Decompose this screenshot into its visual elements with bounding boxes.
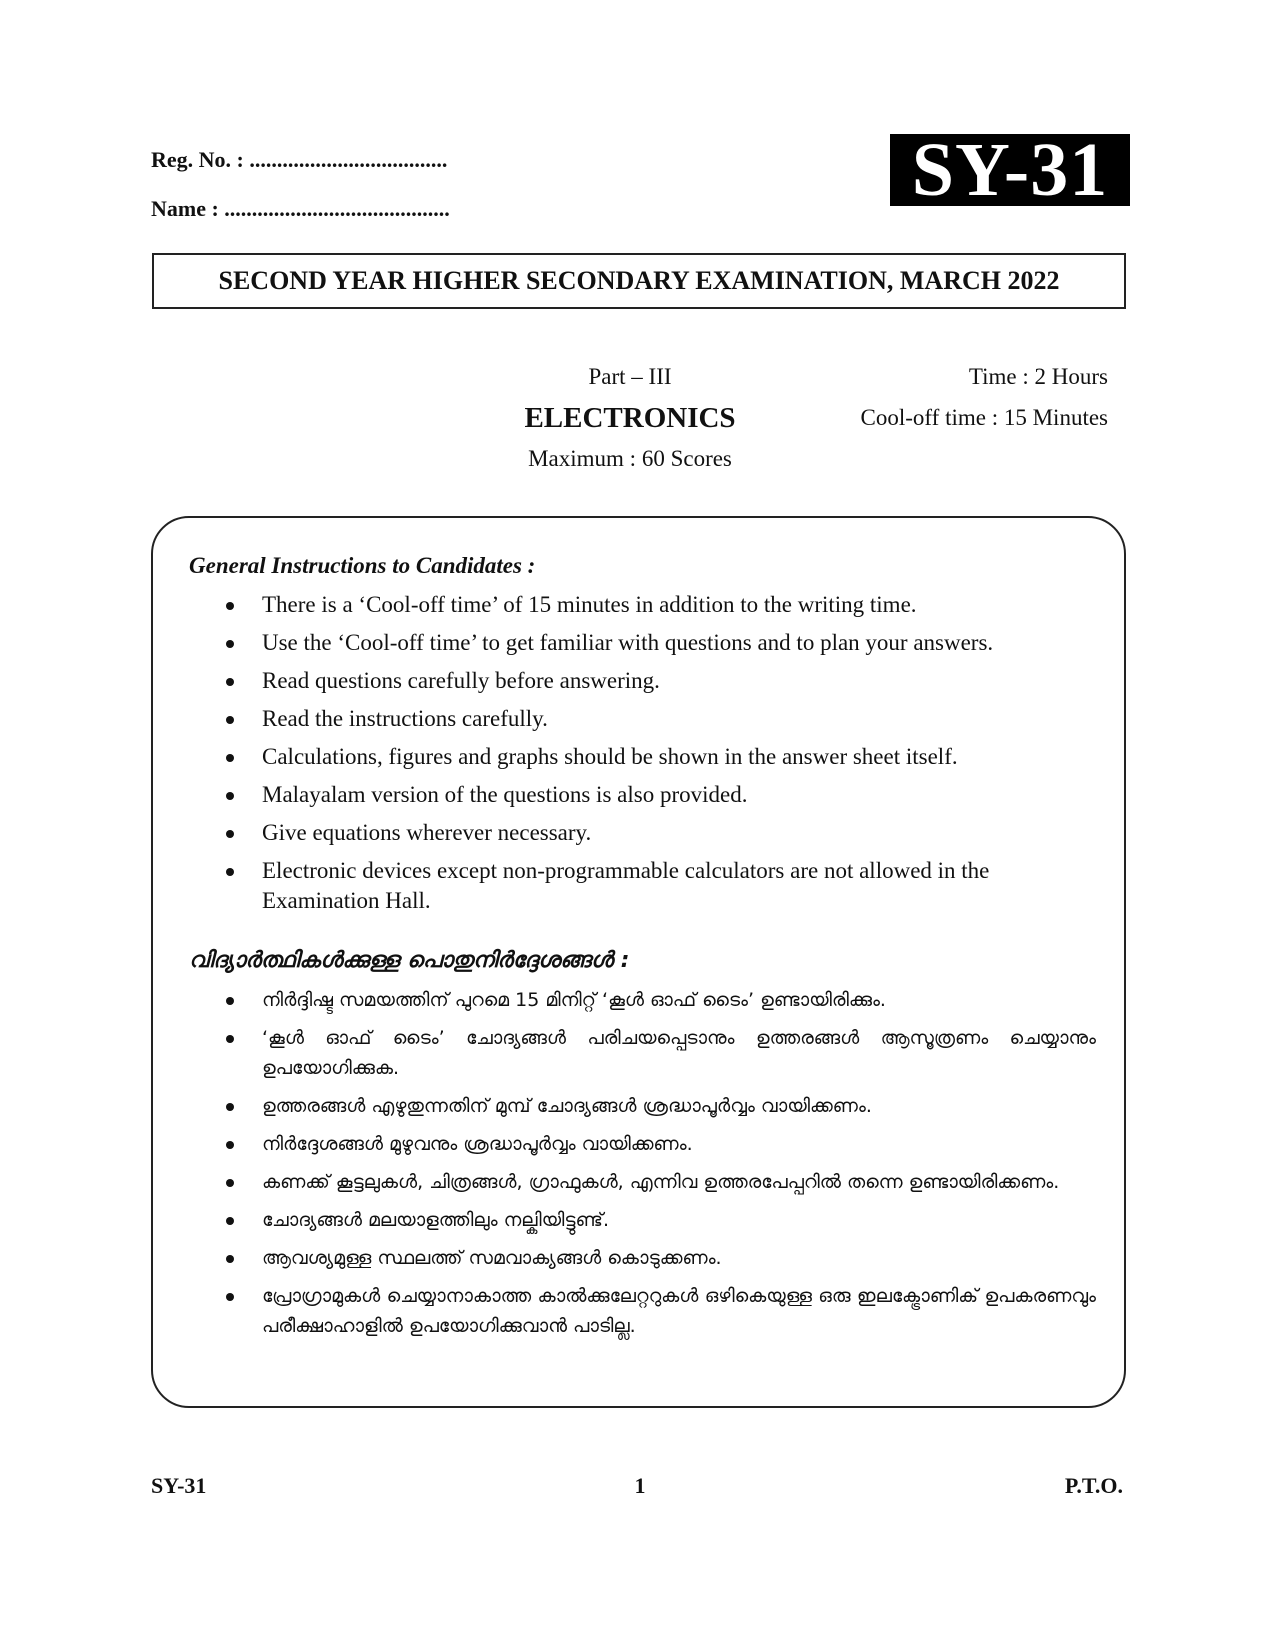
list-item-text: ‘കൂൾ ഓഫ് ടൈം’ ചോദ്യങ്ങൾ പരിചയപ്പെടാനും ഉത്തരങ്ങൾ ആസൂത്രണം ചെയ്യാനും ഉപയോഗിക്കുക.: [262, 1027, 1096, 1079]
bullet-icon: [226, 997, 234, 1005]
bullet-icon: [226, 792, 234, 800]
list-item-text: കണക്ക് കൂട്ടലുകൾ, ചിത്രങ്ങൾ, ഗ്രാഫുകൾ, എന്നിവ ഉത്തരപേപ്പറിൽ തന്നെ ഉണ്ടായിരിക്കണം.: [262, 1171, 1060, 1193]
max-score: Maximum : 60 Scores: [528, 446, 732, 471]
list-item: [222, 628, 1096, 658]
list-item-text: Calculations, figures and graphs should be shown in the answer sheet itself.: [262, 744, 958, 769]
list-item: [222, 780, 1096, 810]
footer-pto: P.T.O.: [1064, 1473, 1123, 1498]
bullet-icon: [226, 1035, 234, 1043]
list-item-text: Electronic devices except non-programmable calculators are not allowed in the Examination Hall.: [262, 858, 990, 913]
bullet-icon: [226, 716, 234, 724]
list-item-text: Use the ‘Cool-off time’ to get familiar with questions and to plan your answers.: [262, 630, 994, 655]
bullet-icon: [226, 602, 234, 610]
bullet-icon: [226, 830, 234, 838]
list-item: [222, 1281, 1096, 1341]
list-item: [222, 1091, 1096, 1121]
list-item: [222, 590, 1096, 620]
list-item: [222, 666, 1096, 696]
name-field: Name : .........................................: [151, 196, 450, 221]
bullet-icon: [226, 1255, 234, 1263]
instructions-heading-malayalam: വിദ്യാർത്ഥികൾക്കുള്ള പൊതുനിർദ്ദേശങ്ങൾ :: [189, 948, 630, 973]
instructions-list-english: [222, 590, 1096, 924]
list-item: [222, 856, 1096, 916]
paper-code-badge: SY-31: [890, 134, 1130, 206]
subject-title: ELECTRONICS: [524, 402, 736, 434]
list-item-text: ചോദ്യങ്ങൾ മലയാളത്തിലും നല്കിയിട്ടുണ്ട്.: [262, 1209, 609, 1231]
list-item: [222, 985, 1096, 1015]
list-item: [222, 1243, 1096, 1273]
bullet-icon: [226, 1103, 234, 1111]
list-item: [222, 1129, 1096, 1159]
bullet-icon: [226, 640, 234, 648]
instructions-heading-english: General Instructions to Candidates :: [189, 553, 536, 578]
part-label: Part – III: [588, 364, 672, 389]
bullet-icon: [226, 868, 234, 876]
page-number: 1: [634, 1473, 646, 1498]
list-item-text: പ്രോഗ്രാമുകൾ ചെയ്യാനാകാത്ത കാൽക്കുലേറ്ററുകൾ ഒഴികെയുള്ള ഒരു ഇലക്ട്രോണിക് ഉപകരണവും പരീക്ഷാഹാളിൽ ഉപയോഗിക്കുവാൻ പാടില്ല.: [262, 1285, 1096, 1337]
bullet-icon: [226, 1217, 234, 1225]
bullet-icon: [226, 754, 234, 762]
bullet-icon: [226, 1141, 234, 1149]
instructions-list-malayalam: [222, 985, 1096, 1349]
list-item: [222, 742, 1096, 772]
list-item-text: ആവശ്യമുള്ള സ്ഥലത്ത് സമവാക്യങ്ങൾ കൊടുക്കണം.: [262, 1247, 722, 1269]
list-item: [222, 1023, 1096, 1083]
exam-title: [152, 253, 1126, 309]
list-item-text: Read the instructions carefully.: [262, 706, 548, 731]
bullet-icon: [226, 678, 234, 686]
list-item-text: ഉത്തരങ്ങൾ എഴുതുന്നതിന് മുമ്പ് ചോദ്യങ്ങൾ ശ്രദ്ധാപൂർവ്വം വായിക്കണം.: [262, 1095, 872, 1117]
list-item: [222, 704, 1096, 734]
bullet-icon: [226, 1179, 234, 1187]
list-item-text: Give equations wherever necessary.: [262, 820, 592, 845]
list-item-text: There is a ‘Cool-off time’ of 15 minutes in addition to the writing time.: [262, 592, 917, 617]
bullet-icon: [226, 1293, 234, 1301]
list-item-text: നിർദ്ദേശങ്ങൾ മുഴുവനും ശ്രദ്ധാപൂർവ്വം വായിക്കണം.: [262, 1133, 693, 1155]
list-item: [222, 1167, 1096, 1197]
time-allowed: Time : 2 Hours: [968, 364, 1108, 389]
list-item: [222, 818, 1096, 848]
list-item-text: നിർദ്ദിഷ്ട സമയത്തിന് പുറമെ 15 മിനിറ്റ് ‘കൂൾ ഓഫ് ടൈം’ ഉണ്ടായിരിക്കും.: [262, 989, 886, 1011]
cool-off-time: Cool-off time : 15 Minutes: [860, 405, 1108, 430]
reg-no-field: Reg. No. : ....................................: [151, 147, 448, 172]
list-item-text: Malayalam version of the questions is also provided.: [262, 782, 748, 807]
list-item-text: Read questions carefully before answering.: [262, 668, 660, 693]
exam-title-text: SECOND YEAR HIGHER SECONDARY EXAMINATION, MARCH 2022: [218, 266, 1060, 295]
footer-paper-code: SY-31: [151, 1473, 207, 1498]
list-item: [222, 1205, 1096, 1235]
